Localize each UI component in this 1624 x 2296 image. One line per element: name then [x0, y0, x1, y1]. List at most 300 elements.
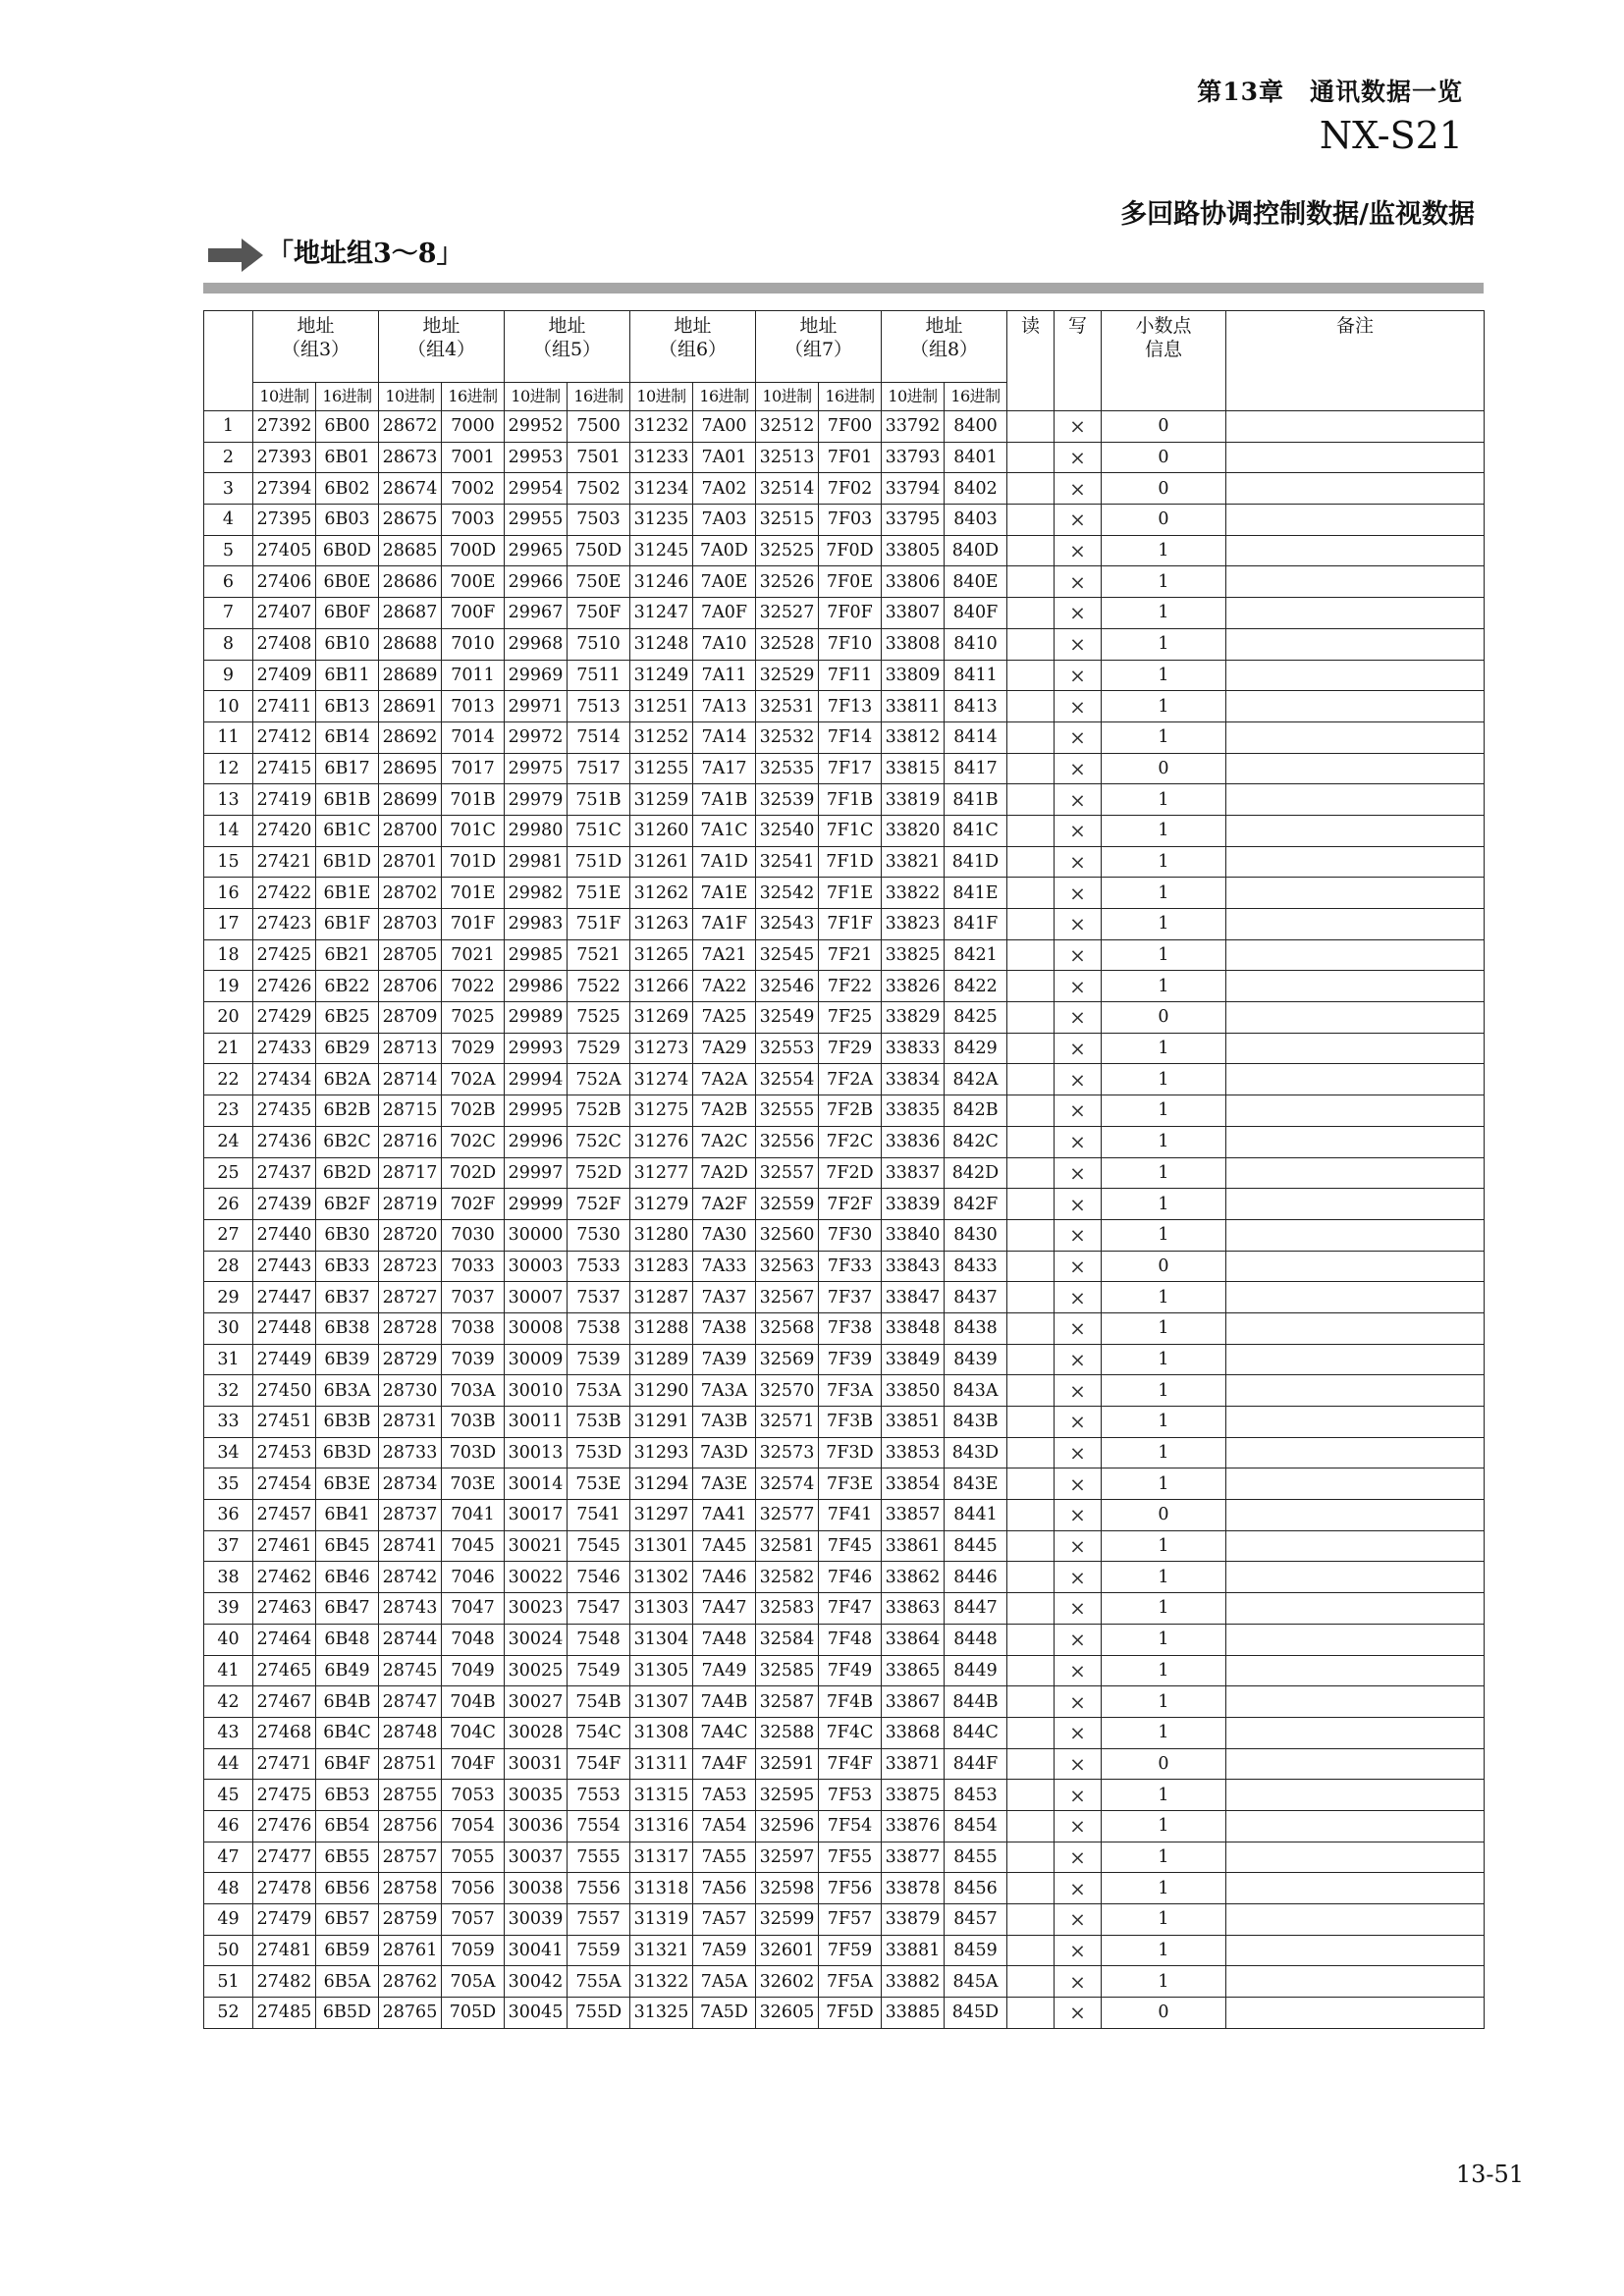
hex-address: 7514: [568, 721, 630, 753]
hex-address: 8410: [945, 628, 1007, 660]
write-cell: ×: [1055, 878, 1102, 909]
table-row: [204, 535, 1485, 566]
hex-header: 16进制: [442, 383, 505, 411]
hex-address: 7011: [442, 660, 505, 691]
dec-address: 27407: [253, 598, 316, 629]
write-cell: ×: [1055, 1873, 1102, 1904]
hex-address: 8425: [945, 1002, 1007, 1034]
dec-address: 32532: [756, 721, 819, 753]
dec-address: 33829: [882, 1002, 945, 1034]
dec-address: 31251: [630, 691, 693, 722]
dec-address: 33805: [882, 535, 945, 566]
dec-address: 32546: [756, 971, 819, 1002]
decimal-info-cell: 0: [1102, 753, 1226, 784]
decimal-info-cell: 1: [1102, 1407, 1226, 1438]
dec-address: 29966: [505, 566, 568, 598]
row-number: 13: [204, 784, 253, 816]
dec-address: 32526: [756, 566, 819, 598]
dec-address: 32602: [756, 1966, 819, 1998]
table-row: [204, 1717, 1485, 1748]
hex-address: 7521: [568, 939, 630, 971]
row-number: 4: [204, 505, 253, 536]
decimal-info-cell: 1: [1102, 1780, 1226, 1811]
decimal-info-cell: 1: [1102, 878, 1226, 909]
write-cell: ×: [1055, 1126, 1102, 1157]
remarks-cell: [1226, 784, 1485, 816]
dec-address: 32598: [756, 1873, 819, 1904]
hex-address: 7F13: [819, 691, 882, 722]
hex-header: 16进制: [693, 383, 756, 411]
row-number: 16: [204, 878, 253, 909]
decimal-info-cell: 1: [1102, 660, 1226, 691]
hex-address: 7F4F: [819, 1748, 882, 1780]
remarks-cell: [1226, 1842, 1485, 1873]
row-number: 32: [204, 1375, 253, 1407]
hex-address: 6B47: [316, 1593, 379, 1625]
dec-address: 29995: [505, 1095, 568, 1127]
hex-address: 702A: [442, 1064, 505, 1095]
row-number: 35: [204, 1468, 253, 1500]
read-cell: [1007, 1935, 1055, 1966]
dec-address: 29985: [505, 939, 568, 971]
hex-address: 7F57: [819, 1904, 882, 1936]
dec-address: 28737: [379, 1500, 442, 1531]
dec-address: 28703: [379, 909, 442, 940]
hex-address: 7A45: [693, 1530, 756, 1562]
hex-address: 7F53: [819, 1780, 882, 1811]
dec-address: 28758: [379, 1873, 442, 1904]
dec-address: 29972: [505, 721, 568, 753]
hex-address: 6B46: [316, 1562, 379, 1593]
hex-address: 7A1C: [693, 815, 756, 846]
hex-address: 7A37: [693, 1282, 756, 1313]
hex-address: 7A2C: [693, 1126, 756, 1157]
dec-address: 29999: [505, 1189, 568, 1220]
hex-address: 7053: [442, 1780, 505, 1811]
remarks-cell: [1226, 1655, 1485, 1686]
table-row: [204, 505, 1485, 536]
write-cell: ×: [1055, 1375, 1102, 1407]
hex-address: 750E: [568, 566, 630, 598]
hex-address: 753E: [568, 1468, 630, 1500]
dec-address: 27419: [253, 784, 316, 816]
hex-address: 6B11: [316, 660, 379, 691]
table-row: [204, 939, 1485, 971]
hex-address: 751C: [568, 815, 630, 846]
hex-address: 754C: [568, 1717, 630, 1748]
decimal-info-cell: 1: [1102, 909, 1226, 940]
hex-address: 6B0F: [316, 598, 379, 629]
dec-address: 30039: [505, 1904, 568, 1936]
dec-address: 33864: [882, 1624, 945, 1655]
dec-address: 28755: [379, 1780, 442, 1811]
dec-address: 27405: [253, 535, 316, 566]
section-title: 多回路协调控制数据/监视数据: [1120, 199, 1475, 230]
hex-address: 7F2C: [819, 1126, 882, 1157]
dec-address: 33843: [882, 1251, 945, 1282]
dec-address: 27448: [253, 1312, 316, 1344]
hex-header: 16进制: [568, 383, 630, 411]
hex-address: 700D: [442, 535, 505, 566]
hex-address: 705D: [442, 1998, 505, 2029]
dec-address: 29993: [505, 1033, 568, 1064]
hex-address: 6B4F: [316, 1748, 379, 1780]
remarks-cell: [1226, 1686, 1485, 1718]
hex-address: 7F1F: [819, 909, 882, 940]
hex-address: 8445: [945, 1530, 1007, 1562]
group-header-label: 地址: [548, 315, 586, 337]
hex-address: 8400: [945, 411, 1007, 443]
dec-address: 29980: [505, 815, 568, 846]
dec-address: 28757: [379, 1842, 442, 1873]
remarks-cell: [1226, 1407, 1485, 1438]
hex-address: 7030: [442, 1219, 505, 1251]
hex-address: 8439: [945, 1344, 1007, 1375]
hex-address: 754B: [568, 1686, 630, 1718]
hex-address: 703E: [442, 1468, 505, 1500]
hex-address: 7F1C: [819, 815, 882, 846]
table-row: [204, 1655, 1485, 1686]
table-row: [204, 878, 1485, 909]
table-row: [204, 1312, 1485, 1344]
write-cell: ×: [1055, 1530, 1102, 1562]
decimal-info-cell: 1: [1102, 1126, 1226, 1157]
read-cell: [1007, 1095, 1055, 1127]
dec-address: 27394: [253, 473, 316, 505]
hex-address: 7021: [442, 939, 505, 971]
dec-address: 32556: [756, 1126, 819, 1157]
hex-address: 842C: [945, 1126, 1007, 1157]
hex-address: 7545: [568, 1530, 630, 1562]
dec-address: 30036: [505, 1810, 568, 1842]
write-cell: ×: [1055, 1780, 1102, 1811]
hex-address: 705A: [442, 1966, 505, 1998]
table-row: [204, 971, 1485, 1002]
hex-address: 752B: [568, 1095, 630, 1127]
read-cell: [1007, 1312, 1055, 1344]
read-cell: [1007, 505, 1055, 536]
hex-address: 7F47: [819, 1593, 882, 1625]
write-cell: ×: [1055, 1219, 1102, 1251]
dec-address: 28686: [379, 566, 442, 598]
group-header-sub: （组3）: [281, 338, 351, 360]
dec-address: 31255: [630, 753, 693, 784]
hex-address: 7001: [442, 442, 505, 473]
table-row: [204, 1437, 1485, 1468]
hex-address: 7A29: [693, 1033, 756, 1064]
read-cell: [1007, 1530, 1055, 1562]
hex-address: 7522: [568, 971, 630, 1002]
dec-address: 31269: [630, 1002, 693, 1034]
hex-address: 7F49: [819, 1655, 882, 1686]
hex-address: 7F01: [819, 442, 882, 473]
dec-address: 31289: [630, 1344, 693, 1375]
hex-address: 7A53: [693, 1780, 756, 1811]
hex-address: 7F56: [819, 1873, 882, 1904]
dec-address: 27463: [253, 1593, 316, 1625]
row-number: 44: [204, 1748, 253, 1780]
hex-address: 8429: [945, 1033, 1007, 1064]
dec-address: 32545: [756, 939, 819, 971]
hex-address: 6B0D: [316, 535, 379, 566]
read-cell: [1007, 971, 1055, 1002]
dec-address: 28673: [379, 442, 442, 473]
hex-address: 7537: [568, 1282, 630, 1313]
row-number: 6: [204, 566, 253, 598]
hex-address: 7559: [568, 1935, 630, 1966]
hex-address: 753B: [568, 1407, 630, 1438]
read-cell: [1007, 1966, 1055, 1998]
hex-address: 7F2F: [819, 1189, 882, 1220]
table-row: [204, 1033, 1485, 1064]
dec-address: 27421: [253, 846, 316, 878]
remarks-header: 备注: [1226, 311, 1485, 411]
decimal-info-cell: 1: [1102, 1686, 1226, 1718]
dec-address: 29994: [505, 1064, 568, 1095]
dec-address: 33854: [882, 1468, 945, 1500]
read-cell: [1007, 473, 1055, 505]
hex-address: 7A4C: [693, 1717, 756, 1748]
dec-address: 32568: [756, 1312, 819, 1344]
hex-address: 7017: [442, 753, 505, 784]
dec-address: 33862: [882, 1562, 945, 1593]
dec-address: 28701: [379, 846, 442, 878]
dec-address: 33808: [882, 628, 945, 660]
hex-address: 7529: [568, 1033, 630, 1064]
decimal-info-cell: 1: [1102, 1064, 1226, 1095]
dec-address: 27411: [253, 691, 316, 722]
hex-header: 16进制: [819, 383, 882, 411]
hex-address: 7F45: [819, 1530, 882, 1562]
hex-address: 6B21: [316, 939, 379, 971]
remarks-cell: [1226, 846, 1485, 878]
dec-address: 30037: [505, 1842, 568, 1873]
read-cell: [1007, 1189, 1055, 1220]
dec-address: 31232: [630, 411, 693, 443]
group-header-sub: （组4）: [406, 338, 476, 360]
table-body: [204, 411, 1485, 2029]
hex-header: 16进制: [945, 383, 1007, 411]
hex-address: 8403: [945, 505, 1007, 536]
hex-address: 7A3D: [693, 1437, 756, 1468]
dec-address: 27408: [253, 628, 316, 660]
decimal-info-cell: 1: [1102, 566, 1226, 598]
hex-address: 7F0F: [819, 598, 882, 629]
hex-address: 7A2A: [693, 1064, 756, 1095]
hex-address: 751E: [568, 878, 630, 909]
decimal-info-cell: 1: [1102, 721, 1226, 753]
table-row: [204, 1593, 1485, 1625]
write-cell: ×: [1055, 598, 1102, 629]
page-number: 13-51: [1455, 2161, 1524, 2188]
write-cell: ×: [1055, 721, 1102, 753]
dec-address: 28756: [379, 1810, 442, 1842]
dec-address: 30042: [505, 1966, 568, 1998]
read-cell: [1007, 1468, 1055, 1500]
table-row: [204, 1562, 1485, 1593]
dec-address: 29997: [505, 1157, 568, 1189]
remarks-cell: [1226, 1966, 1485, 1998]
hex-address: 6B2A: [316, 1064, 379, 1095]
hex-address: 7F10: [819, 628, 882, 660]
remarks-cell: [1226, 1437, 1485, 1468]
hex-address: 7A00: [693, 411, 756, 443]
hex-address: 7A10: [693, 628, 756, 660]
dec-address: 33849: [882, 1344, 945, 1375]
hex-address: 7A39: [693, 1344, 756, 1375]
hex-address: 7F1D: [819, 846, 882, 878]
hex-address: 6B39: [316, 1344, 379, 1375]
hex-address: 8456: [945, 1873, 1007, 1904]
read-cell: [1007, 1157, 1055, 1189]
hex-address: 7F54: [819, 1810, 882, 1842]
hex-header: 16进制: [316, 383, 379, 411]
chapter-title: 第13章 通讯数据一览: [1197, 78, 1463, 106]
read-cell: [1007, 1873, 1055, 1904]
dec-address: 31245: [630, 535, 693, 566]
decimal-info-cell: 1: [1102, 939, 1226, 971]
dec-address: 27409: [253, 660, 316, 691]
dec-address: 30038: [505, 1873, 568, 1904]
hex-address: 7F2D: [819, 1157, 882, 1189]
read-cell: [1007, 1780, 1055, 1811]
hex-address: 6B3B: [316, 1407, 379, 1438]
hex-address: 7A17: [693, 753, 756, 784]
hex-address: 7F22: [819, 971, 882, 1002]
dec-address: 32553: [756, 1033, 819, 1064]
read-cell: [1007, 846, 1055, 878]
hex-address: 7555: [568, 1842, 630, 1873]
dec-address: 32599: [756, 1904, 819, 1936]
hex-address: 841C: [945, 815, 1007, 846]
dec-address: 31260: [630, 815, 693, 846]
hex-address: 7A48: [693, 1624, 756, 1655]
dec-address: 31283: [630, 1251, 693, 1282]
hex-address: 7014: [442, 721, 505, 753]
hex-address: 6B33: [316, 1251, 379, 1282]
dec-address: 27457: [253, 1500, 316, 1531]
dec-address: 33868: [882, 1717, 945, 1748]
hex-address: 8437: [945, 1282, 1007, 1313]
group-header-label: 地址: [925, 315, 963, 337]
table-row: [204, 1998, 1485, 2029]
dec-address: 27425: [253, 939, 316, 971]
hex-address: 754F: [568, 1748, 630, 1780]
dec-address: 31290: [630, 1375, 693, 1407]
dec-address: 32581: [756, 1530, 819, 1562]
hex-address: 7A33: [693, 1251, 756, 1282]
dec-address: 30024: [505, 1624, 568, 1655]
table-row: [204, 1500, 1485, 1531]
dec-address: 33835: [882, 1095, 945, 1127]
dec-address: 28695: [379, 753, 442, 784]
dec-address: 29965: [505, 535, 568, 566]
dec-address: 28719: [379, 1189, 442, 1220]
dec-address: 27479: [253, 1904, 316, 1936]
dec-address: 31261: [630, 846, 693, 878]
remarks-cell: [1226, 1873, 1485, 1904]
dec-address: 33823: [882, 909, 945, 940]
dec-address: 31305: [630, 1655, 693, 1686]
dec-address: 30027: [505, 1686, 568, 1718]
row-number: 21: [204, 1033, 253, 1064]
hex-address: 6B2B: [316, 1095, 379, 1127]
dec-address: 31233: [630, 442, 693, 473]
hex-address: 7A59: [693, 1935, 756, 1966]
write-cell: ×: [1055, 1437, 1102, 1468]
dec-address: 28687: [379, 598, 442, 629]
hex-address: 7047: [442, 1593, 505, 1625]
hex-address: 7A11: [693, 660, 756, 691]
dec-address: 28745: [379, 1655, 442, 1686]
dec-address: 29969: [505, 660, 568, 691]
hex-address: 7046: [442, 1562, 505, 1593]
hex-address: 7F17: [819, 753, 882, 784]
hex-address: 6B30: [316, 1219, 379, 1251]
hex-address: 7055: [442, 1842, 505, 1873]
hex-address: 7045: [442, 1530, 505, 1562]
row-number: 18: [204, 939, 253, 971]
hex-address: 7F25: [819, 1002, 882, 1034]
dec-address: 28741: [379, 1530, 442, 1562]
dec-address: 33793: [882, 442, 945, 473]
write-cell: ×: [1055, 473, 1102, 505]
write-header: 写: [1055, 311, 1102, 411]
hex-address: 7A13: [693, 691, 756, 722]
dec-address: 31291: [630, 1407, 693, 1438]
remarks-cell: [1226, 1375, 1485, 1407]
table-row: [204, 1810, 1485, 1842]
dec-address: 32543: [756, 909, 819, 940]
read-cell: [1007, 1282, 1055, 1313]
row-number: 43: [204, 1717, 253, 1748]
dec-address: 32588: [756, 1717, 819, 1748]
row-number: 28: [204, 1251, 253, 1282]
table-row: [204, 598, 1485, 629]
hex-address: 7546: [568, 1562, 630, 1593]
hex-address: 8411: [945, 660, 1007, 691]
hex-address: 841D: [945, 846, 1007, 878]
remarks-cell: [1226, 1935, 1485, 1966]
dec-address: 27434: [253, 1064, 316, 1095]
decimal-info-cell: 1: [1102, 1344, 1226, 1375]
dec-address: 29989: [505, 1002, 568, 1034]
table-row: [204, 1966, 1485, 1998]
remarks-cell: [1226, 1002, 1485, 1034]
hex-address: 841B: [945, 784, 1007, 816]
dec-address: 32596: [756, 1810, 819, 1842]
hex-address: 6B10: [316, 628, 379, 660]
hex-address: 7002: [442, 473, 505, 505]
remarks-cell: [1226, 535, 1485, 566]
hex-address: 843E: [945, 1468, 1007, 1500]
hex-address: 841F: [945, 909, 1007, 940]
write-cell: ×: [1055, 1033, 1102, 1064]
decimal-info-cell: 1: [1102, 535, 1226, 566]
dec-address: 32525: [756, 535, 819, 566]
decimal-info-cell: 1: [1102, 1157, 1226, 1189]
write-cell: ×: [1055, 1904, 1102, 1936]
decimal-info-cell: 0: [1102, 442, 1226, 473]
dec-address: 33794: [882, 473, 945, 505]
read-cell: [1007, 598, 1055, 629]
dec-address: 32559: [756, 1189, 819, 1220]
read-cell: [1007, 1375, 1055, 1407]
dec-address: 32577: [756, 1500, 819, 1531]
read-cell: [1007, 878, 1055, 909]
dec-address: 30041: [505, 1935, 568, 1966]
row-number: 37: [204, 1530, 253, 1562]
